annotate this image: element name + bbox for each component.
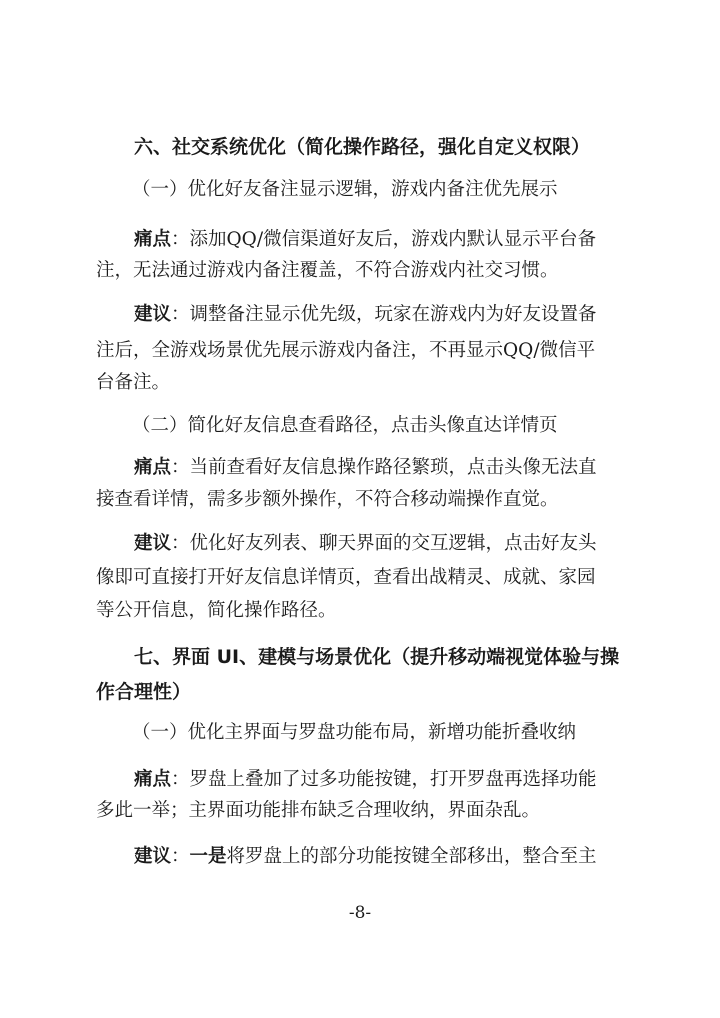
section-7-heading: 七、界面 UI、建模与场景优化（提升移动端视觉体验与操 <box>134 646 620 668</box>
suggestion-label: 建议 <box>134 533 172 554</box>
paragraph-line: 注，无法通过游戏内备注覆盖，不符合游戏内社交习惯。 <box>96 260 559 281</box>
emphasis-text: 一是 <box>189 846 227 867</box>
suggestion-label: 建议 <box>134 304 172 325</box>
paragraph-text: ：当前查看好友信息操作路径繁琐，点击头像无法直 <box>171 457 597 478</box>
paragraph-text: ： <box>171 846 190 867</box>
subsection-6-2-heading: （二）简化好友信息查看路径，点击头像直达详情页 <box>132 415 558 436</box>
section-6-heading: 六、社交系统优化（简化操作路径，强化自定义权限） <box>134 136 591 158</box>
paragraph-text: ：罗盘上叠加了过多功能按键，打开罗盘再选择功能 <box>171 769 597 790</box>
paragraph-line: 注后，全游戏场景优先展示游戏内备注，不再显示QQ/微信平 <box>96 340 596 361</box>
paragraph-line <box>134 845 597 869</box>
paragraph-text: ：调整备注显示优先级，玩家在游戏内为好友设置备 <box>171 304 597 325</box>
paragraph-line <box>134 532 597 556</box>
paragraph-line: 台备注。 <box>96 372 171 393</box>
paragraph-text: ：添加QQ/微信渠道好友后，游戏内默认显示平台备 <box>171 229 597 250</box>
paragraph-line <box>134 456 597 480</box>
subsection-6-1-heading: （一）优化好友备注显示逻辑，游戏内备注优先展示 <box>132 179 558 200</box>
section-7-heading-cont: 作合理性） <box>96 681 192 703</box>
suggestion-label: 建议 <box>134 846 172 867</box>
paragraph-text: 将罗盘上的部分功能按键全部移出，整合至主 <box>226 846 597 867</box>
paragraph-line: 接查看详情，需多步额外操作，不符合移动端操作直觉。 <box>96 489 559 510</box>
page-number: -8- <box>348 903 372 923</box>
pain-point-label: 痛点 <box>134 769 172 790</box>
paragraph-line: 等公开信息，简化操作路径。 <box>96 600 337 621</box>
paragraph-text: ：优化好友列表、聊天界面的交互逻辑，点击好友头 <box>171 533 597 554</box>
paragraph-line: 像即可直接打开好友信息详情页，查看出战精灵、成就、家园 <box>96 567 596 588</box>
paragraph-line <box>134 768 597 792</box>
paragraph-line: 多此一举；主界面功能排布缺乏合理收纳，界面杂乱。 <box>96 800 541 821</box>
pain-point-label: 痛点 <box>134 229 172 250</box>
pain-point-label: 痛点 <box>134 457 172 478</box>
paragraph-line <box>134 228 596 252</box>
subsection-7-1-heading: （一）优化主界面与罗盘功能布局，新增功能折叠收纳 <box>132 722 577 743</box>
paragraph-line <box>134 303 597 327</box>
